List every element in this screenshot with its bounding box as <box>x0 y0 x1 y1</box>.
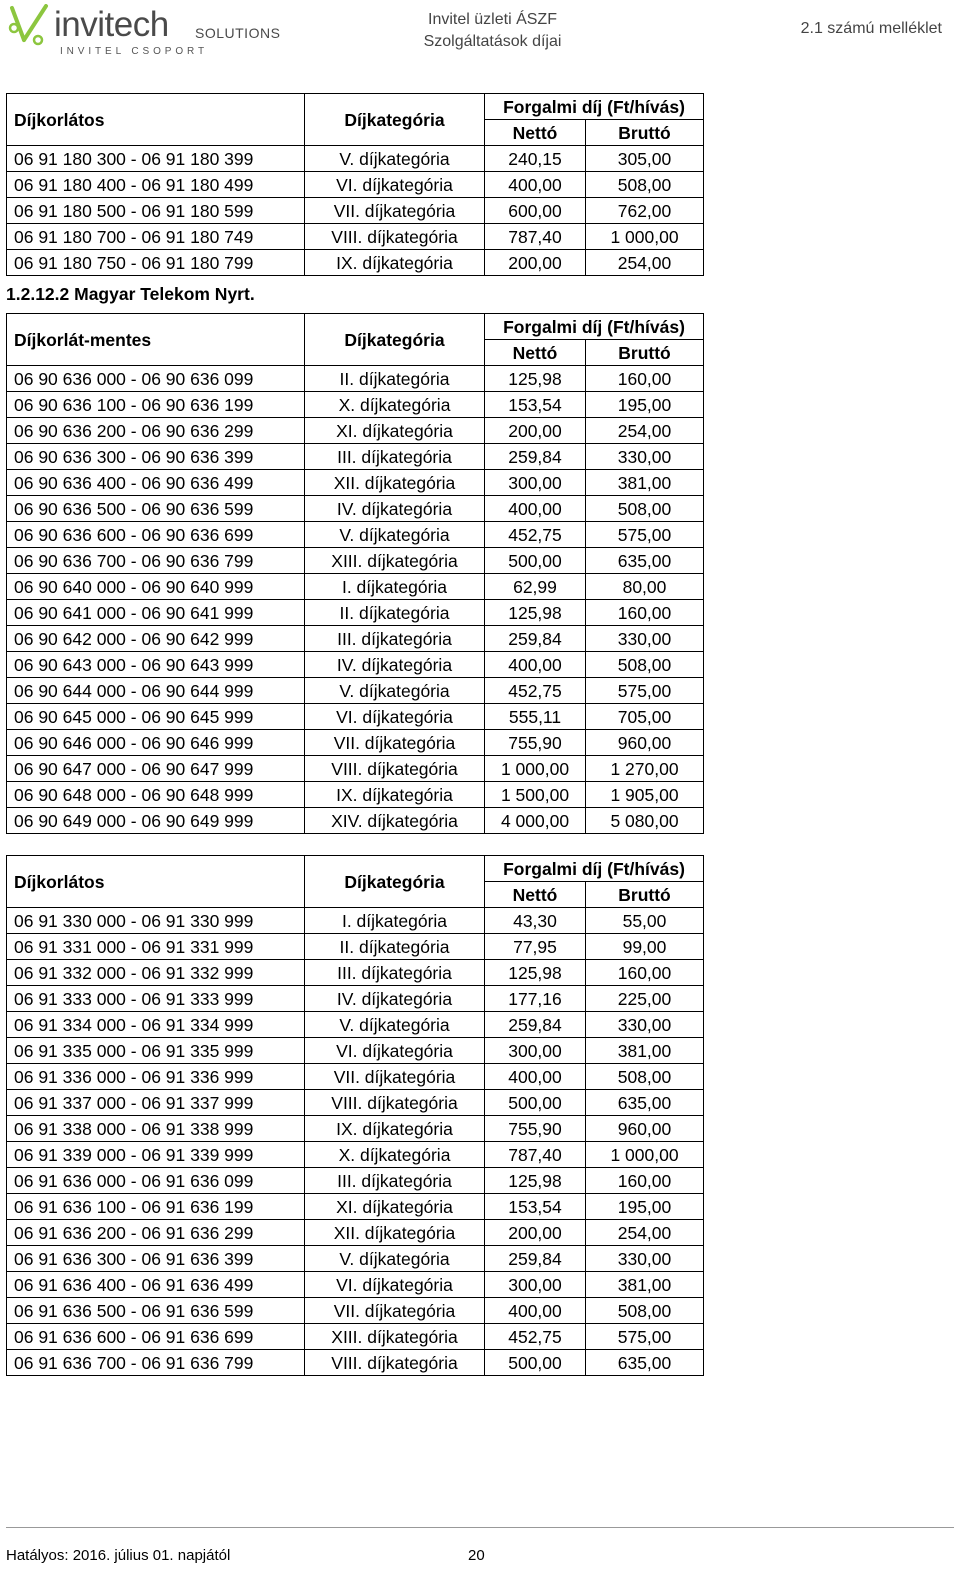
cell-number-range: 06 91 180 400 - 06 91 180 499 <box>7 172 305 198</box>
cell-category: VI. díjkategória <box>305 172 485 198</box>
cell-category: VII. díjkategória <box>305 1064 485 1090</box>
table-row <box>7 392 704 418</box>
cell-gross-fee: 330,00 <box>586 444 704 470</box>
cell-category: I. díjkategória <box>305 574 485 600</box>
cell-net-fee: 1 500,00 <box>485 782 586 808</box>
header-range: Díjkorlát-mentes <box>7 314 305 366</box>
annex-label: 2.1 számú melléklet <box>800 20 942 37</box>
section-heading: 1.2.12.2 Magyar Telekom Nyrt. <box>6 284 255 304</box>
table-row <box>7 224 704 250</box>
cell-number-range: 06 90 641 000 - 06 90 641 999 <box>7 600 305 626</box>
cell-category: IV. díjkategória <box>305 652 485 678</box>
cell-number-range: 06 90 645 000 - 06 90 645 999 <box>7 704 305 730</box>
table-row <box>7 470 704 496</box>
cell-net-fee: 500,00 <box>485 548 586 574</box>
cell-category: VI. díjkategória <box>305 1038 485 1064</box>
document-title-line2: Szolgáltatások díjai <box>423 33 562 50</box>
cell-net-fee: 755,90 <box>485 730 586 756</box>
cell-category: VI. díjkategória <box>305 704 485 730</box>
table-row <box>7 704 704 730</box>
cell-number-range: 06 91 180 700 - 06 91 180 749 <box>7 224 305 250</box>
cell-net-fee: 400,00 <box>485 496 586 522</box>
cell-category: VIII. díjkategória <box>305 756 485 782</box>
logo-mark-icon <box>6 4 52 52</box>
cell-number-range: 06 91 180 300 - 06 91 180 399 <box>7 146 305 172</box>
cell-category: IX. díjkategória <box>305 1116 485 1142</box>
cell-gross-fee: 762,00 <box>586 198 704 224</box>
header-net: Nettó <box>485 882 586 908</box>
cell-gross-fee: 960,00 <box>586 1116 704 1142</box>
fee-table-1 <box>6 93 704 276</box>
cell-number-range: 06 91 336 000 - 06 91 336 999 <box>7 1064 305 1090</box>
table-row <box>7 1168 704 1194</box>
cell-net-fee: 452,75 <box>485 678 586 704</box>
table-row <box>7 1220 704 1246</box>
cell-net-fee: 125,98 <box>485 600 586 626</box>
cell-number-range: 06 90 640 000 - 06 90 640 999 <box>7 574 305 600</box>
cell-number-range: 06 91 337 000 - 06 91 337 999 <box>7 1090 305 1116</box>
cell-gross-fee: 508,00 <box>586 1064 704 1090</box>
cell-category: IX. díjkategória <box>305 782 485 808</box>
cell-number-range: 06 91 338 000 - 06 91 338 999 <box>7 1116 305 1142</box>
cell-net-fee: 300,00 <box>485 1272 586 1298</box>
cell-gross-fee: 1 000,00 <box>586 1142 704 1168</box>
cell-gross-fee: 80,00 <box>586 574 704 600</box>
cell-net-fee: 200,00 <box>485 1220 586 1246</box>
cell-category: VIII. díjkategória <box>305 224 485 250</box>
cell-category: IV. díjkategória <box>305 986 485 1012</box>
cell-gross-fee: 160,00 <box>586 600 704 626</box>
cell-net-fee: 787,40 <box>485 1142 586 1168</box>
cell-gross-fee: 1 000,00 <box>586 224 704 250</box>
cell-net-fee: 125,98 <box>485 366 586 392</box>
cell-category: XIII. díjkategória <box>305 1324 485 1350</box>
document-title <box>395 9 590 53</box>
cell-gross-fee: 5 080,00 <box>586 808 704 834</box>
header-gross: Bruttó <box>586 120 704 146</box>
table-row <box>7 146 704 172</box>
cell-category: VII. díjkategória <box>305 1298 485 1324</box>
cell-category: XI. díjkategória <box>305 1194 485 1220</box>
table-row <box>7 1350 704 1376</box>
cell-net-fee: 153,54 <box>485 392 586 418</box>
cell-net-fee: 125,98 <box>485 960 586 986</box>
cell-gross-fee: 381,00 <box>586 470 704 496</box>
cell-category: V. díjkategória <box>305 146 485 172</box>
cell-net-fee: 153,54 <box>485 1194 586 1220</box>
cell-net-fee: 400,00 <box>485 172 586 198</box>
cell-gross-fee: 330,00 <box>586 1012 704 1038</box>
table-row <box>7 418 704 444</box>
cell-category: XII. díjkategória <box>305 1220 485 1246</box>
cell-net-fee: 400,00 <box>485 652 586 678</box>
table-row <box>7 1064 704 1090</box>
fee-table-3 <box>6 855 704 1376</box>
table-row <box>7 548 704 574</box>
table-row <box>7 522 704 548</box>
cell-category: V. díjkategória <box>305 522 485 548</box>
header-category: Díjkategória <box>305 856 485 908</box>
cell-net-fee: 300,00 <box>485 1038 586 1064</box>
cell-gross-fee: 160,00 <box>586 366 704 392</box>
table-row <box>7 626 704 652</box>
cell-net-fee: 755,90 <box>485 1116 586 1142</box>
cell-gross-fee: 705,00 <box>586 704 704 730</box>
table-body <box>7 908 704 1376</box>
header-gross: Bruttó <box>586 340 704 366</box>
cell-number-range: 06 91 636 100 - 06 91 636 199 <box>7 1194 305 1220</box>
cell-category: V. díjkategória <box>305 678 485 704</box>
table-row <box>7 782 704 808</box>
header-category: Díjkategória <box>305 314 485 366</box>
cell-category: IV. díjkategória <box>305 496 485 522</box>
cell-net-fee: 555,11 <box>485 704 586 730</box>
table-row <box>7 1090 704 1116</box>
header-fee: Forgalmi díj (Ft/hívás) <box>485 856 704 882</box>
cell-net-fee: 259,84 <box>485 1012 586 1038</box>
table-row <box>7 496 704 522</box>
table-row <box>7 172 704 198</box>
table-row <box>7 366 704 392</box>
cell-net-fee: 452,75 <box>485 522 586 548</box>
cell-gross-fee: 254,00 <box>586 250 704 276</box>
cell-gross-fee: 381,00 <box>586 1272 704 1298</box>
cell-gross-fee: 508,00 <box>586 172 704 198</box>
cell-category: III. díjkategória <box>305 960 485 986</box>
cell-category: II. díjkategória <box>305 366 485 392</box>
footer-divider <box>6 1527 954 1528</box>
table-row <box>7 934 704 960</box>
footer-effective-date: Hatályos: 2016. július 01. napjától <box>6 1547 231 1564</box>
cell-number-range: 06 91 333 000 - 06 91 333 999 <box>7 986 305 1012</box>
cell-net-fee: 62,99 <box>485 574 586 600</box>
cell-number-range: 06 90 646 000 - 06 90 646 999 <box>7 730 305 756</box>
cell-gross-fee: 635,00 <box>586 1350 704 1376</box>
cell-gross-fee: 1 905,00 <box>586 782 704 808</box>
cell-gross-fee: 254,00 <box>586 1220 704 1246</box>
cell-gross-fee: 508,00 <box>586 652 704 678</box>
cell-gross-fee: 160,00 <box>586 960 704 986</box>
table-row <box>7 756 704 782</box>
cell-number-range: 06 91 334 000 - 06 91 334 999 <box>7 1012 305 1038</box>
logo-brand: invitech <box>54 5 169 44</box>
cell-gross-fee: 575,00 <box>586 678 704 704</box>
cell-gross-fee: 305,00 <box>586 146 704 172</box>
table-row <box>7 1298 704 1324</box>
cell-category: VI. díjkategória <box>305 1272 485 1298</box>
table-body <box>7 366 704 834</box>
company-logo <box>6 4 281 60</box>
cell-gross-fee: 254,00 <box>586 418 704 444</box>
cell-category: VII. díjkategória <box>305 730 485 756</box>
cell-net-fee: 125,98 <box>485 1168 586 1194</box>
cell-category: III. díjkategória <box>305 444 485 470</box>
cell-gross-fee: 330,00 <box>586 626 704 652</box>
cell-gross-fee: 1 270,00 <box>586 756 704 782</box>
cell-number-range: 06 91 636 500 - 06 91 636 599 <box>7 1298 305 1324</box>
cell-category: III. díjkategória <box>305 1168 485 1194</box>
cell-gross-fee: 960,00 <box>586 730 704 756</box>
table-row <box>7 198 704 224</box>
cell-category: X. díjkategória <box>305 392 485 418</box>
cell-number-range: 06 90 649 000 - 06 90 649 999 <box>7 808 305 834</box>
cell-gross-fee: 381,00 <box>586 1038 704 1064</box>
cell-number-range: 06 90 648 000 - 06 90 648 999 <box>7 782 305 808</box>
table-row <box>7 986 704 1012</box>
table-row <box>7 652 704 678</box>
cell-net-fee: 400,00 <box>485 1298 586 1324</box>
cell-category: II. díjkategória <box>305 934 485 960</box>
cell-net-fee: 240,15 <box>485 146 586 172</box>
table-row <box>7 808 704 834</box>
cell-number-range: 06 90 636 600 - 06 90 636 699 <box>7 522 305 548</box>
header-range: Díjkorlátos <box>7 856 305 908</box>
table-row <box>7 1116 704 1142</box>
cell-category: II. díjkategória <box>305 600 485 626</box>
cell-category: X. díjkategória <box>305 1142 485 1168</box>
cell-number-range: 06 90 636 300 - 06 90 636 399 <box>7 444 305 470</box>
cell-gross-fee: 225,00 <box>586 986 704 1012</box>
cell-number-range: 06 91 330 000 - 06 91 330 999 <box>7 908 305 934</box>
cell-number-range: 06 90 636 100 - 06 90 636 199 <box>7 392 305 418</box>
cell-number-range: 06 91 636 600 - 06 91 636 699 <box>7 1324 305 1350</box>
cell-category: I. díjkategória <box>305 908 485 934</box>
table-row <box>7 250 704 276</box>
cell-category: V. díjkategória <box>305 1012 485 1038</box>
cell-gross-fee: 508,00 <box>586 496 704 522</box>
cell-net-fee: 77,95 <box>485 934 586 960</box>
table-row <box>7 1246 704 1272</box>
cell-category: XI. díjkategória <box>305 418 485 444</box>
cell-number-range: 06 91 180 500 - 06 91 180 599 <box>7 198 305 224</box>
cell-net-fee: 259,84 <box>485 444 586 470</box>
cell-number-range: 06 91 636 300 - 06 91 636 399 <box>7 1246 305 1272</box>
cell-net-fee: 1 000,00 <box>485 756 586 782</box>
cell-net-fee: 177,16 <box>485 986 586 1012</box>
header-fee: Forgalmi díj (Ft/hívás) <box>485 314 704 340</box>
cell-net-fee: 200,00 <box>485 418 586 444</box>
page-number: 20 <box>468 1547 485 1564</box>
header-fee: Forgalmi díj (Ft/hívás) <box>485 94 704 120</box>
cell-gross-fee: 160,00 <box>586 1168 704 1194</box>
cell-net-fee: 300,00 <box>485 470 586 496</box>
header-category: Díjkategória <box>305 94 485 146</box>
cell-category: XII. díjkategória <box>305 470 485 496</box>
cell-gross-fee: 55,00 <box>586 908 704 934</box>
cell-number-range: 06 91 636 200 - 06 91 636 299 <box>7 1220 305 1246</box>
cell-number-range: 06 90 643 000 - 06 90 643 999 <box>7 652 305 678</box>
table-row <box>7 574 704 600</box>
cell-number-range: 06 91 332 000 - 06 91 332 999 <box>7 960 305 986</box>
header-net: Nettó <box>485 120 586 146</box>
cell-gross-fee: 195,00 <box>586 1194 704 1220</box>
table-row <box>7 678 704 704</box>
cell-net-fee: 400,00 <box>485 1064 586 1090</box>
cell-net-fee: 600,00 <box>485 198 586 224</box>
cell-category: XIV. díjkategória <box>305 808 485 834</box>
cell-number-range: 06 91 180 750 - 06 91 180 799 <box>7 250 305 276</box>
cell-gross-fee: 575,00 <box>586 522 704 548</box>
cell-gross-fee: 635,00 <box>586 1090 704 1116</box>
cell-number-range: 06 91 339 000 - 06 91 339 999 <box>7 1142 305 1168</box>
table-body <box>7 146 704 276</box>
table-row <box>7 1038 704 1064</box>
table-row <box>7 1324 704 1350</box>
cell-category: VIII. díjkategória <box>305 1090 485 1116</box>
cell-number-range: 06 91 636 000 - 06 91 636 099 <box>7 1168 305 1194</box>
cell-gross-fee: 635,00 <box>586 548 704 574</box>
table-row <box>7 960 704 986</box>
cell-number-range: 06 90 642 000 - 06 90 642 999 <box>7 626 305 652</box>
cell-category: XIII. díjkategória <box>305 548 485 574</box>
cell-gross-fee: 330,00 <box>586 1246 704 1272</box>
table-row <box>7 1142 704 1168</box>
header-net: Nettó <box>485 340 586 366</box>
cell-net-fee: 259,84 <box>485 626 586 652</box>
cell-net-fee: 200,00 <box>485 250 586 276</box>
table-row <box>7 908 704 934</box>
cell-category: IX. díjkategória <box>305 250 485 276</box>
cell-net-fee: 4 000,00 <box>485 808 586 834</box>
table-row <box>7 1272 704 1298</box>
cell-number-range: 06 91 636 400 - 06 91 636 499 <box>7 1272 305 1298</box>
cell-gross-fee: 195,00 <box>586 392 704 418</box>
logo-sub: SOLUTIONS <box>195 25 281 41</box>
cell-number-range: 06 91 335 000 - 06 91 335 999 <box>7 1038 305 1064</box>
cell-net-fee: 43,30 <box>485 908 586 934</box>
cell-net-fee: 259,84 <box>485 1246 586 1272</box>
header-range: Díjkorlátos <box>7 94 305 146</box>
cell-net-fee: 500,00 <box>485 1090 586 1116</box>
cell-number-range: 06 90 636 700 - 06 90 636 799 <box>7 548 305 574</box>
cell-category: V. díjkategória <box>305 1246 485 1272</box>
cell-number-range: 06 90 636 200 - 06 90 636 299 <box>7 418 305 444</box>
fee-table-2 <box>6 313 704 834</box>
logo-tagline: INVITEL CSOPORT <box>60 46 208 57</box>
cell-number-range: 06 90 647 000 - 06 90 647 999 <box>7 756 305 782</box>
cell-net-fee: 787,40 <box>485 224 586 250</box>
cell-number-range: 06 90 644 000 - 06 90 644 999 <box>7 678 305 704</box>
table-row <box>7 730 704 756</box>
table-row <box>7 600 704 626</box>
cell-number-range: 06 91 331 000 - 06 91 331 999 <box>7 934 305 960</box>
cell-net-fee: 452,75 <box>485 1324 586 1350</box>
cell-net-fee: 500,00 <box>485 1350 586 1376</box>
cell-gross-fee: 99,00 <box>586 934 704 960</box>
table-row <box>7 1012 704 1038</box>
cell-number-range: 06 90 636 000 - 06 90 636 099 <box>7 366 305 392</box>
table-row <box>7 444 704 470</box>
cell-category: VIII. díjkategória <box>305 1350 485 1376</box>
cell-category: III. díjkategória <box>305 626 485 652</box>
document-title-line1: Invitel üzleti ÁSZF <box>428 11 557 28</box>
header-gross: Bruttó <box>586 882 704 908</box>
cell-number-range: 06 90 636 400 - 06 90 636 499 <box>7 470 305 496</box>
cell-category: VII. díjkategória <box>305 198 485 224</box>
cell-gross-fee: 575,00 <box>586 1324 704 1350</box>
table-row <box>7 1194 704 1220</box>
cell-number-range: 06 91 636 700 - 06 91 636 799 <box>7 1350 305 1376</box>
cell-number-range: 06 90 636 500 - 06 90 636 599 <box>7 496 305 522</box>
cell-gross-fee: 508,00 <box>586 1298 704 1324</box>
